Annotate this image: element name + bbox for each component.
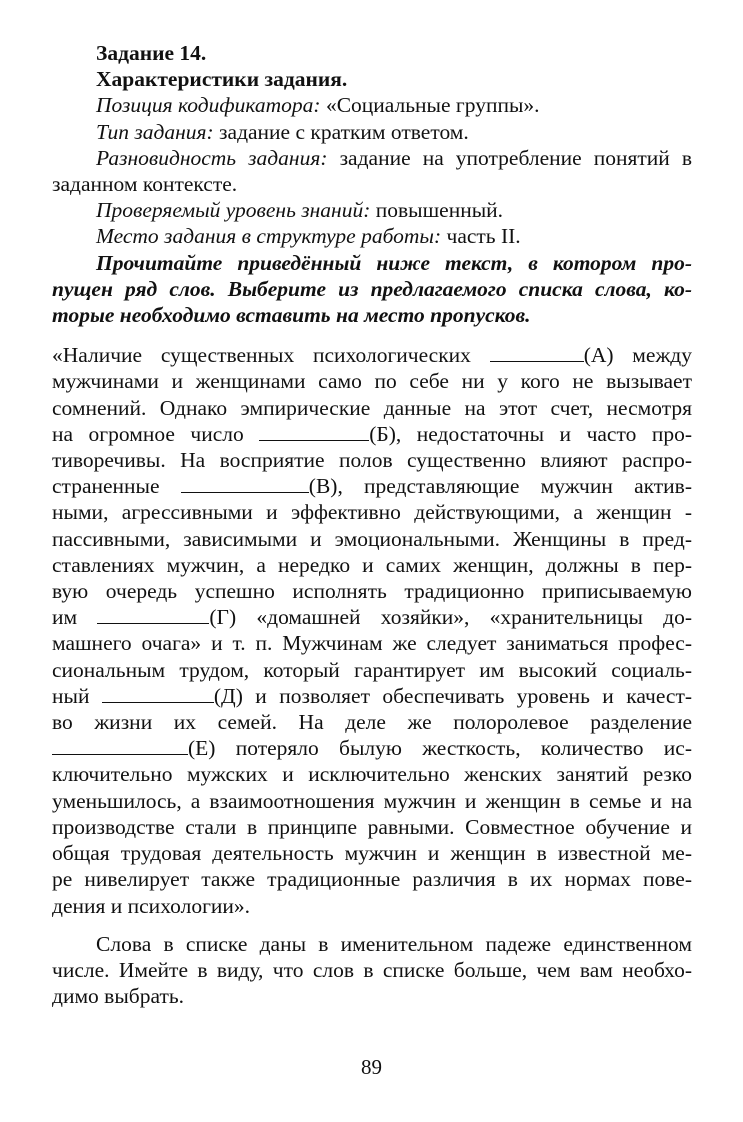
note-line: числе. Имейте в виду, что слов в списке больше, чем вам необхо- [52,957,692,982]
blank-v [181,474,309,493]
instruction-line: Прочитайте приведённый ниже текст, в котором про- [96,250,692,275]
passage-line: производстве стали в принципе равными. Совместное обучение и [52,814,692,839]
blank-a [490,343,584,362]
blank-e [52,736,188,755]
codifier-position [52,92,692,118]
task-place [52,223,692,249]
task-variety [52,145,692,171]
passage-line: машнего очага» и т. п. Мужчинам же следует заниматься профес- [52,631,692,656]
passage-line: ре нивелирует также традиционные различия в их нормах пове- [52,867,692,892]
passage-line: «Наличие существенных психологических (А) между [52,343,692,368]
task-type [52,119,692,145]
task-title: Задание 14. [96,41,207,65]
codifier-position-label: Позиция кодификатора: [96,93,321,118]
passage-line: сомнений. Однако эмпирические данные на этот счет, несмотря [52,395,692,420]
knowledge-level [52,197,692,223]
passage-line: ный (Д) и позволяет обеспечивать уровень и качест- [52,683,693,708]
passage-line: уменьшилось, а взаимоотношения мужчин и женщин в семье и на [52,788,692,813]
note-line: Слова в списке даны в именительном падеже единственном [96,931,692,956]
passage-line: страненные (В), представляющие мужчин актив- [52,474,692,499]
passage-line: вую очередь успешно исполнять традиционно приписываемую [52,579,692,604]
passage-line: на огромное число (Б), недостаточны и часто про- [52,421,692,446]
passage-line: им (Г) «домашней хозяйки», «хранительницы до- [52,605,692,630]
passage-line: пассивными, зависимыми и эмоциональными. Женщины в пред- [52,526,692,551]
blank-b [259,422,369,441]
passage-line: ключительно мужских и исключительно женских занятий резко [52,762,692,787]
task-variety-cont: заданном контексте. [52,172,238,197]
passage-line: дения и психологии». [52,893,251,918]
passage-line: ставлениях мужчин, а нередко и самих женщин, должны в пер- [52,552,692,577]
knowledge-level-value: повышенный. [375,198,504,223]
task-variety-value: задание на употребление понятий в [339,145,693,170]
passage-line: (Е) потеряло былую жесткость, количество ис- [52,735,692,761]
passage-line: мужчинами и женщинами само по себе ни у кого не вызывает [52,369,692,394]
passage-line: тиворечивы. На восприятие полов существенно влияют распро- [52,448,692,473]
characteristics-title: Характеристики задания. [96,67,348,92]
task-variety-label: Разновидность задания: [96,145,328,170]
codifier-position-value: «Социальные группы». [325,93,540,118]
page-number: 89 [361,1055,382,1079]
blank-g [97,605,209,624]
task-type-value: задание с кратким ответом. [219,119,469,144]
instruction-line: торые необходимо вставить на место пропусков. [52,303,531,328]
passage-line: ными, агрессивными и эффективно действующими, а женщин - [52,500,692,525]
passage-line: во жизни их семей. На деле же полоролевое разделение [52,710,692,735]
task-type-label: Тип задания: [96,119,214,144]
instruction-line: пущен ряд слов. Выберите из предлагаемого списка слова, ко- [52,276,692,301]
passage-line: общая трудовая деятельность мужчин и женщин в известной ме- [52,841,692,866]
note-line: димо выбрать. [52,984,185,1009]
blank-d [102,684,214,703]
knowledge-level-label: Проверяемый уровень знаний: [96,198,371,223]
task-place-value: часть II. [446,224,521,249]
page-content [52,40,692,1009]
passage-line: сиональным трудом, который гарантирует им высокий социаль- [52,657,692,682]
task-place-label: Место задания в структуре работы: [96,224,442,249]
